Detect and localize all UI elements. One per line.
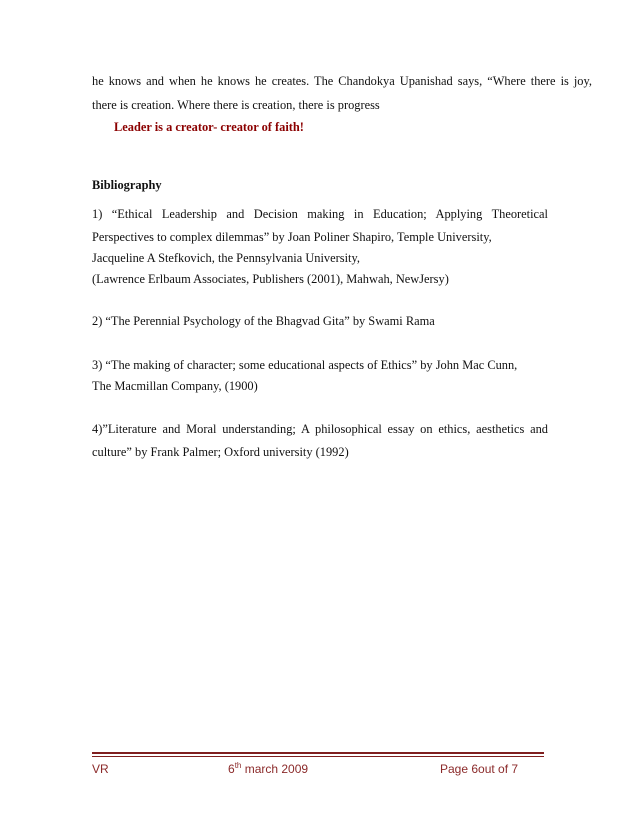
footer-date bbox=[228, 762, 308, 776]
bibliography-entry-4-line-1: 4)”Literature and Moral understanding; A philosophical essay on ethics, aesthetics and bbox=[92, 422, 548, 436]
footer-date-suffix: th bbox=[234, 761, 242, 770]
bibliography-entry-1-line-1: 1) “Ethical Leadership and Decision making in Education; Applying Theoretical bbox=[92, 207, 548, 221]
footer-page-number: Page 6out of 7 bbox=[440, 762, 519, 776]
footer-divider-thin bbox=[92, 756, 544, 757]
bibliography-entry-1-line-2: Perspectives to complex dilemmas” by Joan Poliner Shapiro, Temple University, bbox=[92, 230, 492, 244]
footer-date-rest: march 2009 bbox=[241, 762, 309, 776]
bibliography-entry-1-line-4: (Lawrence Erlbaum Associates, Publishers (2001), Mahwah, NewJersy) bbox=[92, 272, 449, 286]
bibliography-entry-3-line-1: 3) “The making of character; some educational aspects of Ethics” by John Mac Cunn, bbox=[92, 358, 518, 372]
bibliography-entry-2-line-1: 2) “The Perennial Psychology of the Bhagvad Gita” by Swami Rama bbox=[92, 314, 435, 328]
bibliography-entry-3-line-2: The Macmillan Company, (1900) bbox=[92, 379, 258, 393]
body-text-line: he knows and when he knows he creates. The Chandokya Upanishad says, “Where there is joy, bbox=[92, 74, 592, 88]
bibliography-entry-4-line-2: culture” by Frank Palmer; Oxford university (1992) bbox=[92, 445, 349, 459]
footer-author: VR bbox=[92, 762, 109, 776]
bibliography-entry-1-line-3: Jacqueline A Stefkovich, the Pennsylvania University, bbox=[92, 251, 360, 265]
leader-quote: Leader is a creator- creator of faith! bbox=[114, 120, 304, 134]
footer-divider bbox=[92, 752, 544, 754]
bibliography-heading: Bibliography bbox=[92, 178, 162, 192]
body-text-line: there is creation. Where there is creation, there is progress bbox=[92, 98, 380, 112]
footer-date-day: 6 bbox=[228, 762, 235, 776]
